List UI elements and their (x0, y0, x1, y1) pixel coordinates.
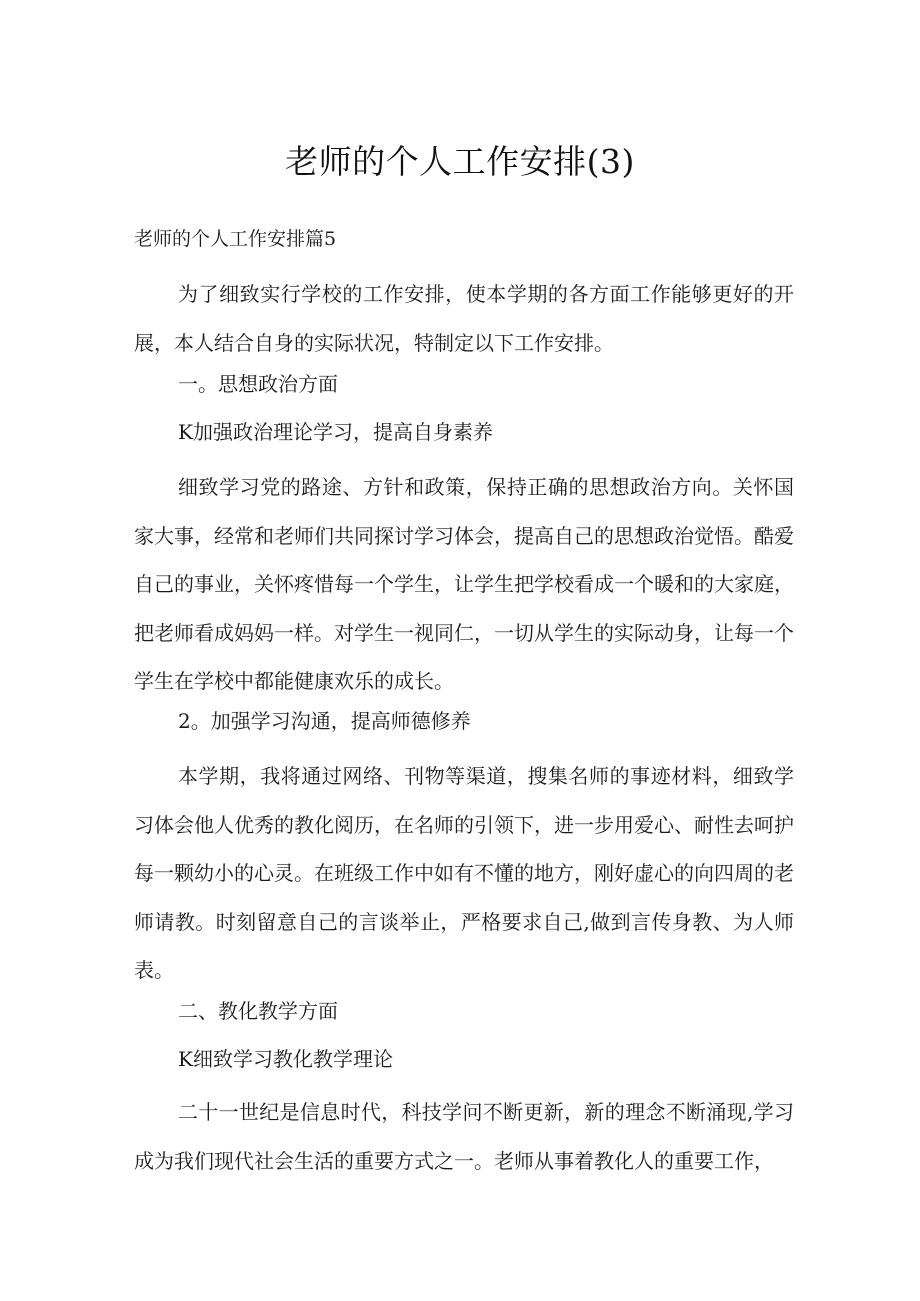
item-1-text: 细致学习党的路途、方针和政策，保持正确的思想政治方向。关怀国家大事，经常和老师们共同探讨学习体会，提高自己的思想政治觉悟。酷爱自己的事业，关怀疼惜每一个学生，让学生把学校看成一个暖和的大家庭，把老师看成妈妈一样。对学生一视同仁，一切从学生的实际动身，让每一个学生在学校中都能健康欢乐的成长。 (134, 475, 794, 693)
item-2-heading: 2。加强学习沟通，提高师德修养 (178, 709, 471, 733)
item-3-text: 二十一世纪是信息时代，科技学问不断更新，新的理念不断涌现,学习成为我们现代社会生活的重要方式之一。老师从事着教化人的重要工作， (134, 1100, 794, 1173)
item-3-paragraph (134, 1088, 794, 1185)
item-2-text: 本学期，我将通过网络、刊物等渠道，搜集名师的事迹材料，细致学习体会他人优秀的教化阅历，在名师的引领下，进一步用爱心、耐性去呵护每一颗幼小的心灵。在班级工作中如有不懂的地方，刚好虚心的向四周的老师请教。时刻留意自己的言谈举止，严格要求自己,做到言传身教、为人师表。 (134, 764, 794, 982)
intro-paragraph (134, 270, 794, 367)
item-1-paragraph (134, 463, 794, 706)
item-3-heading: K细致学习教化教学理论 (178, 1047, 393, 1071)
section-1-heading: 一。思想政治方面 (178, 372, 338, 396)
intro-text: 为了细致实行学校的工作安排，使本学期的各方面工作能够更好的开展，本人结合自身的实际状况，特制定以下工作安排。 (134, 282, 794, 355)
document-title: 老师的个人工作安排(3) (285, 142, 635, 181)
item-1-heading: K加强政治理论学习，提高自身素养 (178, 420, 493, 444)
item-2-paragraph (134, 752, 794, 995)
section-2-heading: 二、教化教学方面 (178, 999, 338, 1023)
document-subtitle: 老师的个人工作安排篇5 (134, 228, 337, 250)
